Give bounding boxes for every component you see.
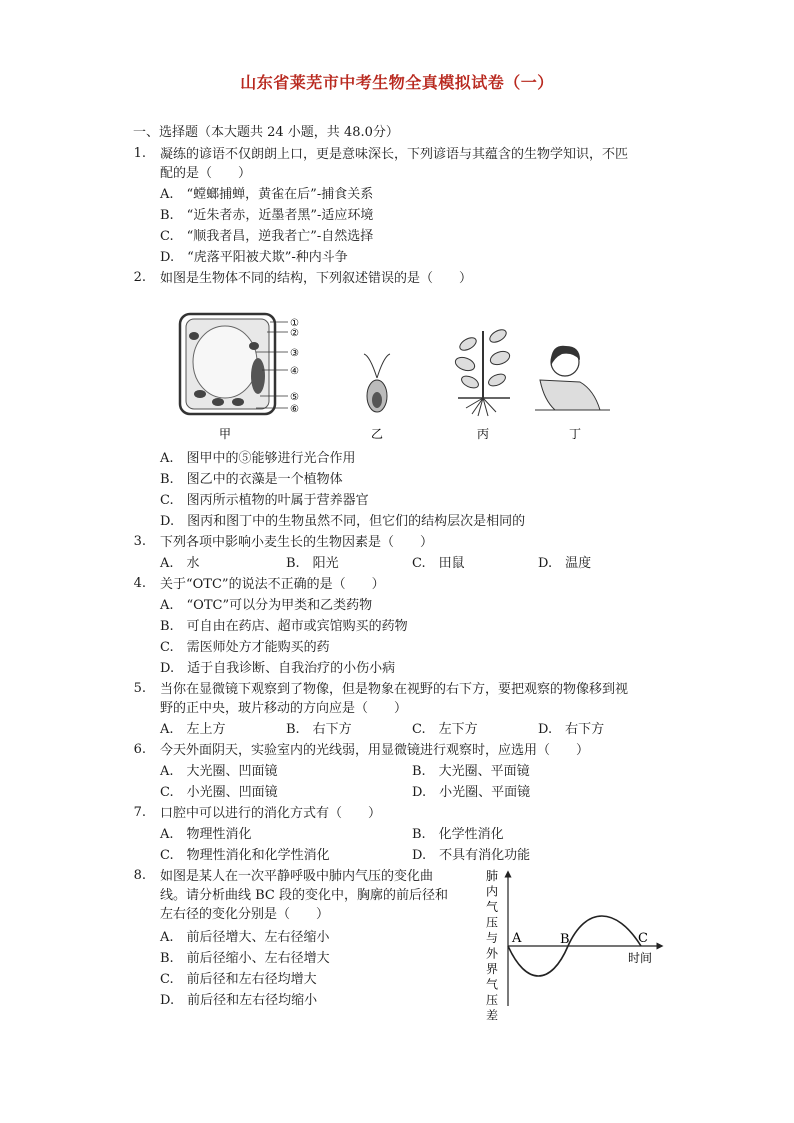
question-number: 7.	[133, 805, 146, 820]
question-number: 6.	[133, 742, 146, 757]
y-axis-label-char: 压	[486, 915, 499, 930]
option-c: C. 左下方	[412, 722, 478, 737]
option-d: D. “虎落平阳被犬欺”-种内斗争	[160, 250, 348, 265]
option-a: A. “螳螂捕蝉，黄雀在后”-捕食关系	[160, 187, 374, 202]
option-a: A. 前后径增大、左右径缩小	[160, 930, 330, 945]
point-b-label: B	[560, 932, 570, 947]
figure-label-jia: 甲	[218, 427, 232, 441]
question-number: 4.	[133, 576, 146, 591]
biology-structures-figure	[170, 306, 620, 446]
marker-3: ③	[290, 348, 299, 359]
point-c-label: C	[638, 931, 648, 946]
option-b: B. 化学性消化	[412, 827, 504, 842]
question-stem: 今天外面阴天，实验室内的光线弱，用显微镜进行观察时，应选用（ ）	[160, 743, 590, 758]
option-c: C. 图丙所示植物的叶属于营养器官	[160, 493, 369, 508]
option-d: D. 小光圈、平面镜	[412, 785, 531, 800]
option-b: B. 阳光	[286, 556, 339, 571]
option-a: A. “OTC”可以分为甲类和乙类药物	[160, 598, 373, 613]
chlamydomonas-diagram	[364, 354, 390, 412]
option-c: C. 需医师处方才能购买的药	[160, 640, 330, 655]
option-a: A. 大光圈、凹面镜	[160, 764, 278, 779]
y-axis-label-char: 气	[486, 977, 499, 992]
figure-label-bing: 丙	[476, 427, 490, 441]
option-a: A. 水	[160, 556, 200, 571]
question-stem: 关于“OTC”的说法不正确的是（ ）	[160, 577, 385, 592]
question-stem: 左右径的变化分别是（ ）	[160, 907, 330, 922]
y-axis-label-char: 差	[486, 1008, 499, 1023]
question-stem: 凝练的谚语不仅朗朗上口，更是意味深长，下列谚语与其蕴含的生物学知识，不匹	[160, 147, 629, 162]
y-axis-label-char: 与	[486, 931, 499, 945]
plant-diagram	[454, 327, 512, 416]
option-b: B. “近朱者赤，近墨者黑”-适应环境	[160, 208, 374, 223]
question-stem: 配的是（ ）	[160, 166, 252, 181]
option-b: B. 右下方	[286, 722, 352, 737]
option-c: C. 田鼠	[412, 556, 465, 571]
question-stem: 下列各项中影响小麦生长的生物因素是（ ）	[160, 535, 434, 550]
x-axis-label: 时间	[628, 951, 653, 965]
option-d: D. 图丙和图丁中的生物虽然不同，但它们的结构层次是相同的	[160, 514, 526, 529]
question-stem: 口腔中可以进行的消化方式有（ ）	[160, 806, 382, 821]
y-axis-label-char: 外	[486, 946, 499, 961]
y-axis-label-char: 内	[486, 884, 499, 899]
y-axis-label-char: 肺	[486, 869, 499, 883]
girl-diagram	[535, 346, 610, 410]
marker-5: ⑤	[290, 392, 299, 403]
option-d: D. 前后径和左右径均缩小	[160, 993, 318, 1008]
question-stem: 如图是某人在一次平静呼吸中肺内气压的变化曲	[160, 869, 434, 884]
option-a: A. 物理性消化	[160, 827, 252, 842]
y-axis-label-char: 界	[486, 962, 499, 976]
question-number: 3.	[133, 534, 146, 549]
marker-6: ⑥	[290, 404, 299, 415]
option-d: D. 右下方	[538, 722, 605, 737]
option-d: D. 不具有消化功能	[412, 848, 531, 863]
option-c: C. 小光圈、凹面镜	[160, 785, 278, 800]
question-number: 8.	[133, 868, 146, 883]
question-number: 1.	[133, 146, 146, 161]
option-c: C. “顺我者昌，逆我者亡”-自然选择	[160, 229, 374, 244]
option-a: A. 左上方	[160, 722, 226, 737]
figure-label-yi: 乙	[370, 427, 384, 441]
y-axis-label	[486, 868, 499, 1023]
lung-pressure-graph	[476, 866, 666, 1030]
section-heading: 一、选择题（本大题共 24 小题，共 48.0分）	[133, 125, 399, 140]
y-axis-label-char: 气	[486, 900, 499, 914]
question-number: 5.	[133, 681, 146, 696]
y-axis-label-char: 压	[486, 993, 499, 1007]
point-a-label: A	[512, 931, 522, 946]
question-stem: 如图是生物体不同的结构，下列叙述错误的是（ ）	[160, 271, 473, 286]
plant-cell-diagram	[180, 314, 299, 415]
option-d: D. 适于自我诊断、自我治疗的小伤小病	[160, 661, 396, 676]
question-stem: 野的正中央，玻片移动的方向应是（ ）	[160, 701, 408, 716]
option-d: D. 温度	[538, 556, 592, 571]
option-a: A. 图甲中的⑤能够进行光合作用	[160, 451, 356, 466]
option-b: B. 大光圈、平面镜	[412, 764, 530, 779]
marker-1: ①	[290, 318, 299, 329]
figure-label-ding: 丁	[568, 427, 582, 441]
marker-4: ④	[290, 366, 299, 377]
option-b: B. 可自由在药店、超市或宾馆购买的药物	[160, 619, 408, 634]
option-c: C. 前后径和左右径均增大	[160, 972, 317, 987]
marker-2: ②	[290, 328, 299, 339]
option-b: B. 图乙中的衣藻是一个植物体	[160, 472, 343, 487]
question-stem: 线。请分析曲线 BC 段的变化中，胸廓的前后径和	[160, 888, 449, 903]
option-c: C. 物理性消化和化学性消化	[160, 848, 330, 863]
question-stem: 当你在显微镜下观察到了物像，但是物象在视野的右下方，要把观察的物像移到视	[160, 682, 629, 697]
question-number: 2.	[133, 270, 146, 285]
option-b: B. 前后径缩小、左右径增大	[160, 951, 330, 966]
page-title: 山东省莱芜市中考生物全真模拟试卷（一）	[240, 73, 554, 92]
